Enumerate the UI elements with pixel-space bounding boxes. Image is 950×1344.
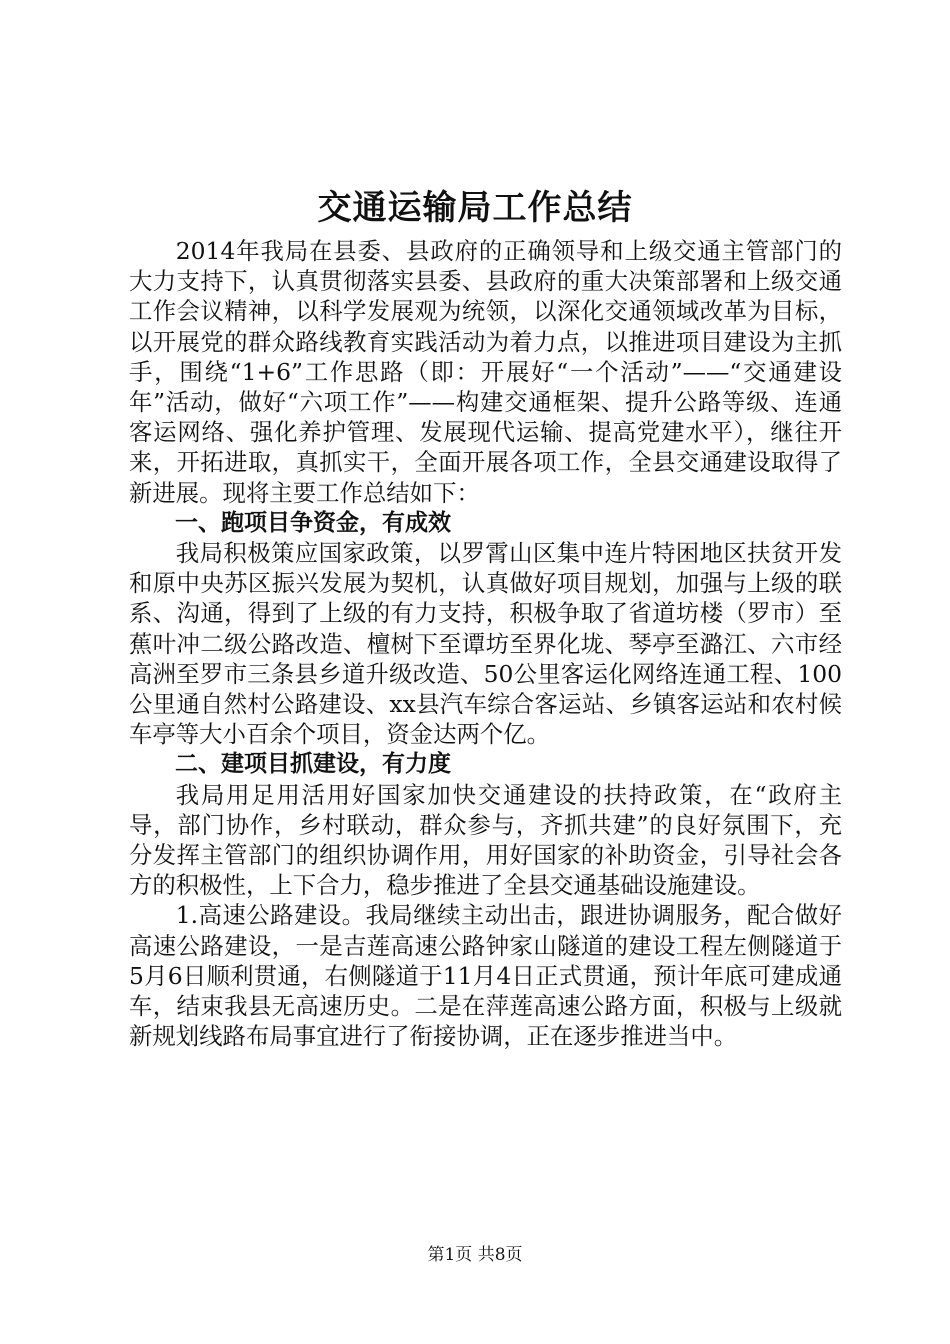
section-1-paragraph: 我局积极策应国家政策，以罗霄山区集中连片特困地区扶贫开发和原中央苏区振兴发展为契机，认真做好项目规划，加强与上级的联系、沟通，得到了上级的有力支持，积极争取了省道坊楼（罗市）至蕉叶冲二级公路改造、檀树下至谭坊至界化垅、琴亭至潞江、六市经高洲至罗市三条县乡道升级改造、50公里客运化网络连通工程、100公里通自然村公路建设、xx县汽车综合客运站、乡镇客运站和农村候车亭等大小百余个项目，资金达两个亿。 [129, 539, 842, 749]
document-body [129, 236, 842, 1051]
page-number-footer: 第1页 共8页 [427, 1245, 523, 1265]
section-heading-1: 一、跑项目争资金，有成效 [175, 509, 451, 536]
section-2-paragraph: 我局用足用活用好国家加快交通建设的扶持政策，在“政府主导，部门协作，乡村联动，群众参与，齐抓共建”的良好氛围下，充分发挥主管部门的组织协调作用，用好国家的补助资金，引导社会各方的积极性，上下合力，稳步推进了全县交通基础设施建设。 [129, 780, 842, 900]
section-2-item-1-paragraph: 1.高速公路建设。我局继续主动出击，跟进协调服务，配合做好高速公路建设，一是吉莲高速公路钟家山隧道的建设工程左侧隧道于5月6日顺利贯通，右侧隧道于11月4日正式贯通，预计年底可建成通车，结束我县无高速历史。二是在萍莲高速公路方面，积极与上级就新规划线路布局事宜进行了衔接协调，正在逐步推进当中。 [129, 901, 842, 1051]
document-title: 交通运输局工作总结 [317, 188, 633, 228]
section-heading-2: 二、建项目抓建设，有力度 [175, 751, 451, 778]
intro-paragraph: 2014年我局在县委、县政府的正确领导和上级交通主管部门的大力支持下，认真贯彻落实县委、县政府的重大决策部署和上级交通工作会议精神，以科学发展观为统领，以深化交通领域改革为目标，以开展党的群众路线教育实践活动为着力点，以推进项目建设为主抓手，围绕“1+6”工作思路（即：开展好“一个活动”——“交通建设年”活动，做好“六项工作”——构建交通框架、提升公路等级、连通客运网络、强化养护管理、发展现代运输、提高党建水平），继往开来，开拓进取，真抓实干，全面开展各项工作，全县交通建设取得了新进展。现将主要工作总结如下： [129, 237, 842, 507]
